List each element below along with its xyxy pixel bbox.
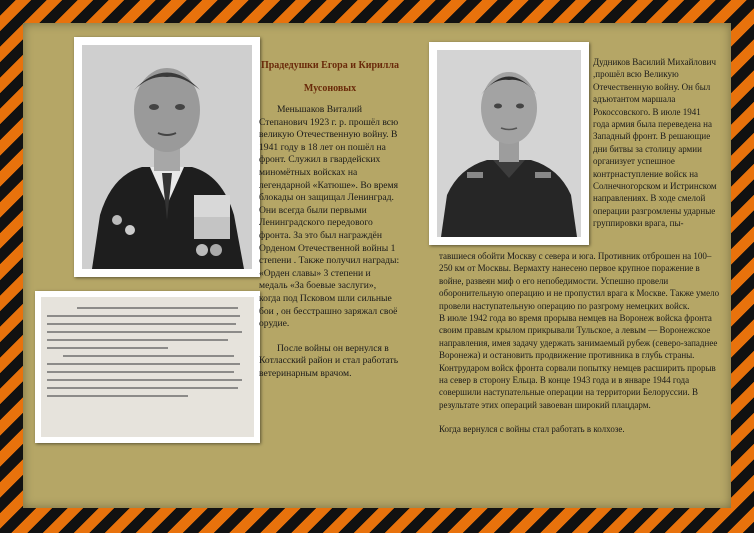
document-line (47, 331, 242, 333)
document-line (47, 379, 242, 381)
portrait-figure-1 (82, 45, 252, 269)
text-column-dudnikov-top (593, 56, 718, 230)
bio-menshakov-after-war: После войны он вернулся в Котласский район и стал работать ветеринарным врачом. (259, 342, 399, 379)
title-line-1: Прадедушки Егора и Кирилла (260, 60, 400, 71)
portrait-figure-2 (437, 50, 581, 237)
document-line (47, 347, 168, 349)
content-panel (23, 23, 731, 508)
document-line (77, 307, 238, 309)
page-title (255, 60, 405, 94)
document-line (47, 371, 234, 373)
bio-dudnikov-moscow: тавшиеся обойти Москву с севера и юга. Противник отброшен на 100–250 км от Москвы. Вермахту нанесено первое крупное поражение в войне, развеян миф о его непобедимости. Успешно провели оборонительную операцию и не пропустил врага к Москве. Также умело провели наступательную операцию по разгрому немецких войск. (439, 251, 720, 311)
document-line (63, 355, 234, 357)
bio-dudnikov-1942: В июле 1942 года во время прорыва немцев на Воронеж войска фронта своим правым крылом прикрывали Тульское, а левым — Воронежское направления, имея задачу удержать занимаемый рубеж (северо-западнее Воронежа) и остановить продвижение противника в глубь страны. Контрударом войск фронта сорвали попытку немцев расширить прорыв на север в сторону Ельца. В конце 1943 года и в январе 1944 года совершили наступательные операции на территории Белоруссии. В результате этих операций завоеван широкий плацдарм. (439, 313, 718, 410)
bio-dudnikov-after-war: Когда вернулся с войны стал работать в колхозе. (439, 424, 625, 435)
document-line (47, 363, 240, 365)
document-line (47, 315, 240, 317)
document-line (47, 387, 238, 389)
bio-dudnikov-start: Дудников Василий Михайлович ,прошёл всю Великую Отечественную войну. Он был адъютантом маршала Рокоссовского. В июле 1941 года армия была переведена на Западный фронт. В решающие дни битвы за столицу армии организует успешное контрнаступление войск на Солнечногорском и Истринском направлениях. В ходе смелой операции разгромлены ударные группировки врага, пы- (593, 57, 717, 229)
text-column-menshakov (259, 104, 400, 380)
document-line (47, 339, 228, 341)
document-line (47, 323, 236, 325)
archive-document-scan (35, 291, 260, 443)
text-column-dudnikov-bottom (439, 250, 723, 436)
portrait-photo-dudnikov (429, 42, 589, 245)
bio-menshakov: Меньшаков Виталий Степанович 1923 г. р. прошёл всю великую Отечественную войну. В 1941 году в 18 лет он пошёл на фронт. Служил в гвардейских миномётных войсках на легендарной «Катюше». Во время блокады он защищал Ленинград. Они всегда были первыми Ленинградского передового фронта. За это был награждён Орденом Отечественной войны 1 степени . Также получил награды: «Орден славы» 3 степени и медаль «За боевые заслуги», когда под Псковом шли сильные бои , он бесстрашно заряжал своё орудие. (259, 104, 400, 330)
title-line-2: Мусоновых (303, 83, 357, 94)
document-line (47, 395, 188, 397)
portrait-photo-menshakov (74, 37, 260, 277)
